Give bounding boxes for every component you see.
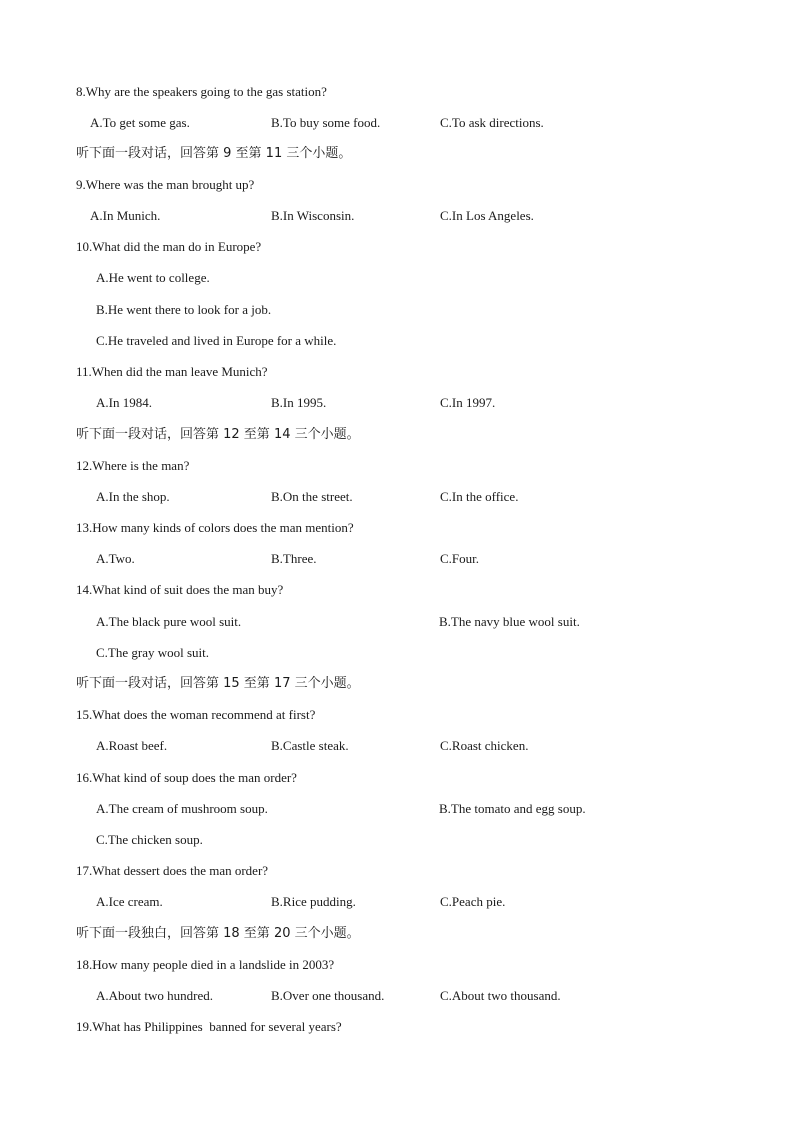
question-15-option-b: B.Castle steak.	[271, 738, 349, 753]
question-11-option-c: C.In 1997.	[440, 395, 496, 410]
question-10-option-b: B.He went there to look for a job.	[96, 302, 272, 317]
question-19: 19.What has Philippines banned for several years?	[76, 1019, 342, 1034]
question-11: 11.When did the man leave Munich?	[76, 364, 268, 379]
question-12: 12.Where is the man?	[76, 458, 190, 473]
question-15-option-c: C.Roast chicken.	[440, 738, 529, 753]
question-10: 10.What did the man do in Europe?	[76, 239, 262, 254]
question-13: 13.How many kinds of colors does the man mention?	[76, 520, 354, 535]
question-15: 15.What does the woman recommend at first?	[76, 707, 316, 722]
question-9: 9.Where was the man brought up?	[76, 177, 255, 192]
question-9-option-b: B.In Wisconsin.	[271, 208, 355, 223]
question-16-option-a: A.The cream of mushroom soup.	[96, 801, 268, 816]
question-17: 17.What dessert does the man order?	[76, 863, 269, 878]
question-12-option-a: A.In the shop.	[96, 489, 170, 504]
question-8-option-c: C.To ask directions.	[440, 115, 544, 130]
question-18-option-a: A.About two hundred.	[96, 988, 213, 1003]
question-8-option-a: A.To get some gas.	[90, 115, 190, 130]
question-14-option-b: B.The navy blue wool suit.	[439, 614, 580, 629]
question-16-option-b: B.The tomato and egg soup.	[439, 801, 586, 816]
question-14: 14.What kind of suit does the man buy?	[76, 582, 284, 597]
question-11-option-b: B.In 1995.	[271, 395, 327, 410]
question-18-option-c: C.About two thousand.	[440, 988, 561, 1003]
question-17-option-b: B.Rice pudding.	[271, 894, 356, 909]
question-14-option-a: A.The black pure wool suit.	[96, 614, 242, 629]
question-9-option-c: C.In Los Angeles.	[440, 208, 534, 223]
question-11-option-a: A.In 1984.	[96, 395, 152, 410]
question-8-option-b: B.To buy some food.	[271, 115, 381, 130]
question-10-option-c: C.He traveled and lived in Europe for a while.	[96, 333, 337, 348]
section-heading-18-20: 听下面一段独白，回答第 18 至第 20 三个小题。	[76, 926, 360, 941]
section-heading-15-17: 听下面一段对话，回答第 15 至第 17 三个小题。	[76, 676, 360, 691]
question-16: 16.What kind of soup does the man order?	[76, 770, 297, 785]
question-13-option-b: B.Three.	[271, 551, 317, 566]
question-15-option-a: A.Roast beef.	[96, 738, 168, 753]
question-8: 8.Why are the speakers going to the gas station?	[76, 84, 327, 99]
question-13-option-a: A.Two.	[96, 551, 135, 566]
question-10-option-a: A.He went to college.	[96, 270, 210, 285]
question-17-option-c: C.Peach pie.	[440, 894, 506, 909]
question-16-option-c: C.The chicken soup.	[96, 832, 203, 847]
section-heading-9-11: 听下面一段对话，回答第 9 至第 11 三个小题。	[76, 146, 352, 161]
question-12-option-b: B.On the street.	[271, 489, 353, 504]
question-18: 18.How many people died in a landslide in 2003?	[76, 957, 335, 972]
section-heading-12-14: 听下面一段对话，回答第 12 至第 14 三个小题。	[76, 427, 360, 442]
question-13-option-c: C.Four.	[440, 551, 480, 566]
question-18-option-b: B.Over one thousand.	[271, 988, 385, 1003]
question-9-option-a: A.In Munich.	[90, 208, 161, 223]
question-17-option-a: A.Ice cream.	[96, 894, 163, 909]
question-14-option-c: C.The gray wool suit.	[96, 645, 210, 660]
question-12-option-c: C.In the office.	[440, 489, 519, 504]
